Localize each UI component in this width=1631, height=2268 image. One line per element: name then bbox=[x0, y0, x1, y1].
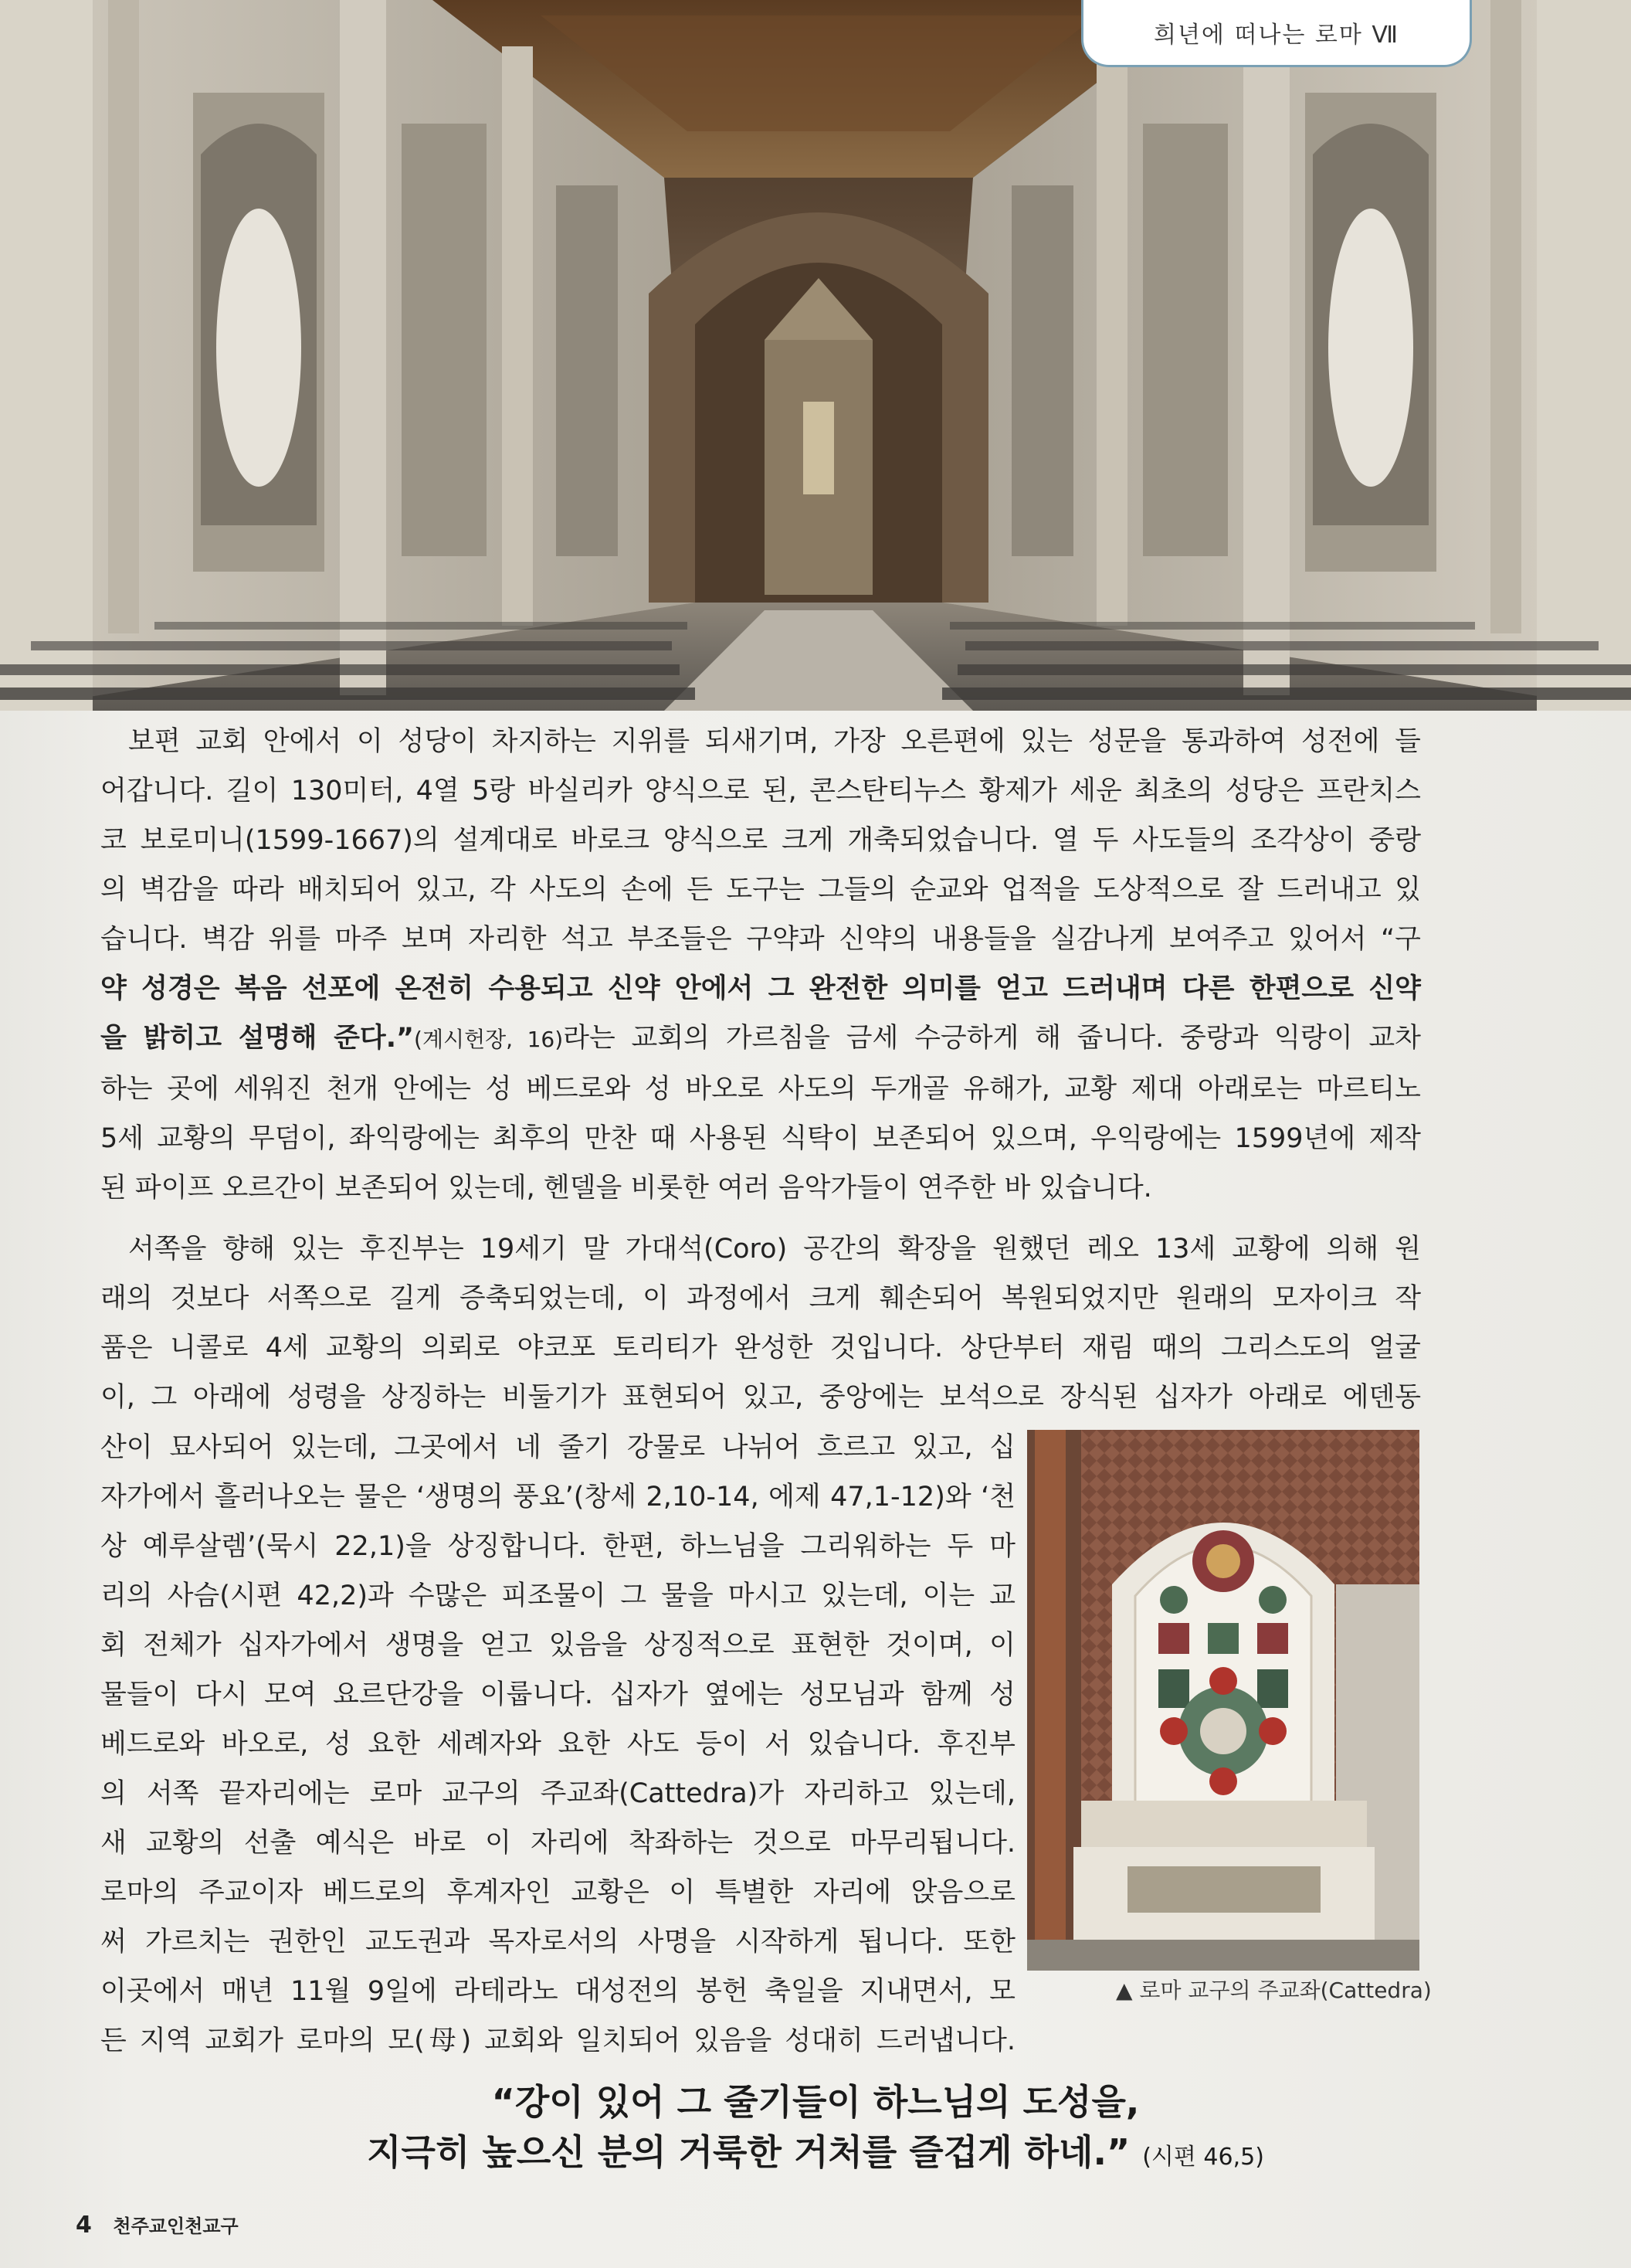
cathedra-illustration bbox=[1027, 1430, 1419, 1971]
text-line: 의 벽감을 따라 배치되어 있고, 각 사도의 손에 든 도구는 그들의 순교와 업적을 도상적으로 잘 드러내고 있 bbox=[100, 874, 1421, 905]
bold-quote-end: 을 밝히고 설명해 준다.” bbox=[100, 1023, 415, 1054]
bold-quote-part: 약 성경은 복음 선포에 온전히 수용되고 신약 안에서 그 완전한 의미를 얻고 드러내며 다른 한편으로 신약 bbox=[100, 973, 1421, 1004]
citation: (계시헌장, 16) bbox=[414, 1027, 564, 1052]
text-line: 리의 사슴(시편 42,2)과 수많은 피조물이 그 물을 마시고 있는데, 이는 교 bbox=[100, 1580, 1016, 1611]
text-line: 상 예루살렘’(묵시 22,1)을 상징합니다. 한편, 하느님을 그리워하는 두 마 bbox=[100, 1531, 1016, 1562]
paragraph-3 bbox=[100, 1423, 1016, 2066]
text-line: 하는 곳에 세워진 천개 안에는 성 베드로와 성 바오로 사도의 두개골 유해가, 교황 제대 아래로는 마르티노 bbox=[100, 1074, 1421, 1105]
figure-caption: ▲ 로마 교구의 주교좌(Cattedra) bbox=[1116, 1978, 1432, 2003]
page-number: 4 bbox=[76, 2212, 92, 2239]
text-line: 보편 교회 안에서 이 성당이 차지하는 지위를 되새기며, 가장 오른편에 있는 성문을 통과하여 성전에 들 bbox=[128, 726, 1421, 757]
paragraph-1 bbox=[100, 717, 1421, 1213]
text-line: 이곳에서 매년 11월 9일에 라테라노 대성전의 봉헌 축일을 지내면서, 모 bbox=[100, 1976, 1016, 2007]
text-line: 습니다. 벽감 위를 마주 보며 자리한 석고 부조들은 구약과 신약의 내용들을 실감나게 보여주고 있어서 “구 bbox=[100, 924, 1421, 955]
basilica-nave-photo bbox=[0, 0, 1631, 711]
text-rest: 라는 교회의 가르침을 금세 수긍하게 해 줍니다. 중랑과 익랑이 교차 bbox=[563, 1023, 1421, 1054]
text-line: 든 지역 교회가 로마의 모(母) 교회와 일치되어 있음을 성대히 드러냅니다. bbox=[100, 2025, 1016, 2056]
text-line: 어갑니다. 길이 130미터, 4열 5랑 바실리카 양식으로 된, 콘스탄티누스 황제가 세운 최초의 성당은 프란치스 bbox=[100, 776, 1421, 806]
text-line: 서쪽을 향해 있는 후진부는 19세기 말 가대석(Coro) 공간의 확장을 원했던 레오 13세 교황에 의해 원 bbox=[128, 1234, 1421, 1265]
series-tag: 희년에 떠나는 로마 Ⅶ bbox=[1081, 0, 1472, 67]
text-line: 래의 것보다 서쪽으로 길게 증축되었는데, 이 과정에서 크게 훼손되어 복원되었지만 원래의 모자이크 작 bbox=[100, 1283, 1421, 1314]
pull-quote-text: 지극히 높으신 분의 거룩한 거처를 즐겁게 하네.” bbox=[367, 2131, 1131, 2173]
text-line: 코 보로미니(1599-1667)의 설계대로 바로크 양식으로 크게 개축되었습니다. 열 두 사도들의 조각상이 중랑 bbox=[100, 825, 1421, 856]
text-line: 물들이 다시 모여 요르단강을 이룹니다. 십자가 옆에는 성모님과 함께 성 bbox=[100, 1679, 1016, 1710]
text-line: 이, 그 아래에 성령을 상징하는 비둘기가 표현되어 있고, 중앙에는 보석으로 장식된 십자가 아래로 에덴동 bbox=[100, 1382, 1421, 1413]
text-line-bold bbox=[100, 964, 1421, 1013]
paragraph-2 bbox=[100, 1224, 1421, 1422]
text-line-mixed bbox=[100, 1013, 1421, 1064]
text-line: 자가에서 흘러나오는 물은 ‘생명의 풍요’(창세 2,10-14, 에제 47,1-12)와 ‘천 bbox=[100, 1482, 1016, 1513]
text-line: 의 서쪽 끝자리에는 로마 교구의 주교좌(Cattedra)가 자리하고 있는데, bbox=[100, 1778, 1016, 1809]
page-footer bbox=[76, 2211, 239, 2239]
cathedra-photo bbox=[1027, 1430, 1419, 1971]
pull-quote-reference: (시편 46,5) bbox=[1142, 2144, 1264, 2171]
text-line: 5세 교황의 무덤이, 좌익랑에는 최후의 만찬 때 사용된 식탁이 보존되어 있으며, 우익랑에는 1599년에 제작 bbox=[100, 1123, 1421, 1154]
text-line: 회 전체가 십자가에서 생명을 얻고 있음을 상징적으로 표현한 것이며, 이 bbox=[100, 1630, 1016, 1661]
text-line: 써 가르치는 권한인 교도권과 목자로서의 사명을 시작하게 됩니다. 또한 bbox=[100, 1927, 1016, 1957]
text-line: 새 교황의 선출 예식은 바로 이 자리에 착좌하는 것으로 마무리됩니다. bbox=[100, 1828, 1016, 1859]
text-line: 로마의 주교이자 베드로의 후계자인 교황은 이 특별한 자리에 앉음으로 bbox=[100, 1877, 1016, 1908]
pull-quote-line-1: “강이 있어 그 줄기들이 하느님의 도성을, bbox=[491, 2081, 1140, 2123]
text-line: 산이 묘사되어 있는데, 그곳에서 네 줄기 강물로 나뉘어 흐르고 있고, 십 bbox=[100, 1432, 1016, 1463]
publication-name: 천주교인천교구 bbox=[113, 2215, 239, 2237]
text-line-last: 된 파이프 오르간이 보존되어 있는데, 헨델을 비롯한 여러 음악가들이 연주한 바 있습니다. bbox=[100, 1173, 1152, 1204]
pull-quote-line-2 bbox=[0, 2124, 1631, 2175]
nave-illustration bbox=[0, 0, 1631, 711]
text-line: 품은 니콜로 4세 교황의 의뢰로 야코포 토리티가 완성한 것입니다. 상단부터 재림 때의 그리스도의 얼굴 bbox=[100, 1333, 1421, 1363]
text-line: 베드로와 바오로, 성 요한 세례자와 요한 사도 등이 서 있습니다. 후진부 bbox=[100, 1729, 1016, 1760]
